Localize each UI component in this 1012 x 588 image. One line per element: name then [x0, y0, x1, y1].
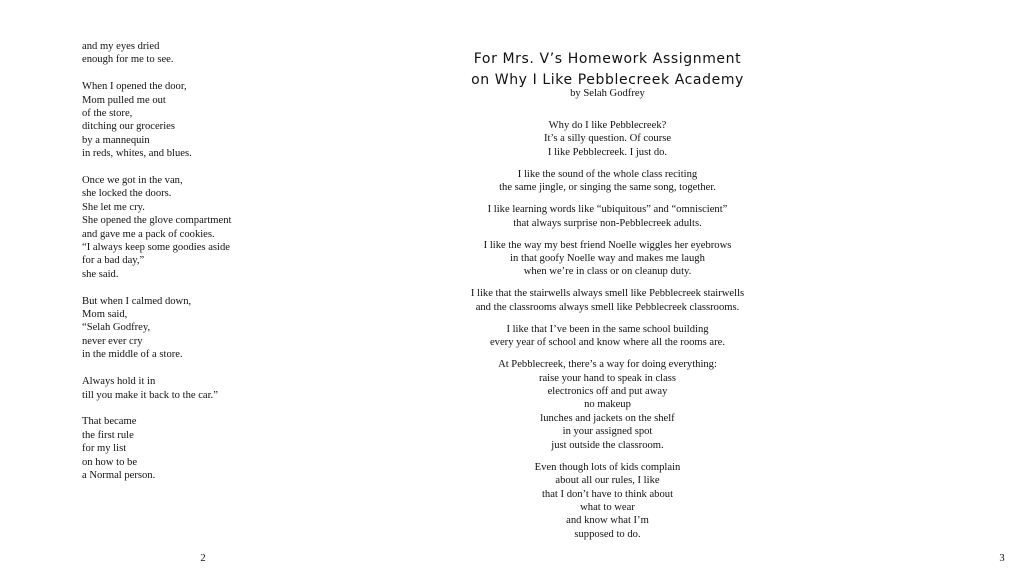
poem-line: on how to be	[82, 456, 138, 468]
poem-stanza	[82, 415, 231, 482]
poem-line: Mom pulled me out	[82, 94, 166, 106]
poem-stanza	[405, 461, 810, 541]
poem-line: At Pebblecreek, there’s a way for doing everything:	[498, 359, 717, 371]
poem-stanza	[82, 80, 231, 160]
poem-line: what to wear	[580, 501, 635, 513]
poem-line: electronics off and put away	[547, 386, 668, 398]
poem-line: Even though lots of kids complain	[534, 461, 681, 473]
right-page	[405, 0, 1005, 588]
poem-line: I like learning words like “ubiquitous” and “omniscient”	[487, 204, 728, 216]
poem-stanza	[405, 287, 810, 314]
poem-line: lunches and jackets on the shelf	[540, 412, 675, 424]
poem-line: When I opened the door,	[82, 81, 187, 93]
poem-line: for my list	[82, 443, 127, 455]
poem-line: It’s a silly question. Of course	[543, 133, 672, 145]
poem-stanza	[405, 239, 810, 279]
poem-stanza	[405, 203, 810, 230]
poem-line: for a bad day,”	[82, 255, 145, 267]
poem-line: and know what I’m	[566, 515, 649, 527]
poem-line: She opened the glove compartment	[82, 215, 232, 227]
chapter-title-line: on Why I Like Pebblecreek Academy	[471, 72, 744, 89]
poem-line: by a mannequin	[82, 134, 150, 146]
poem-stanza	[405, 323, 810, 350]
chapter-title	[405, 49, 810, 91]
poem-line: till you make it back to the car.”	[82, 389, 218, 401]
poem-line: I like that I’ve been in the same school building	[506, 323, 709, 335]
page-number: 2	[200, 553, 206, 564]
poem-line: She let me cry.	[82, 201, 145, 213]
poem-line: Always hold it in	[82, 376, 156, 388]
left-page	[0, 0, 405, 588]
poem-line: ditching our groceries	[82, 121, 175, 133]
poem-line: that I don’t have to think about	[541, 488, 674, 500]
poem-line: and my eyes dried	[82, 41, 160, 52]
poem-stanza	[405, 358, 810, 452]
poem-line: a Normal person.	[82, 469, 156, 481]
left-poem-text	[82, 40, 231, 496]
poem-line: raise your hand to speak in class	[538, 372, 677, 384]
poem-line: Once we got in the van,	[82, 175, 183, 187]
poem-line: that always surprise non-Pebblecreek adults.	[513, 217, 702, 229]
poem-line: Why do I like Pebblecreek?	[548, 120, 667, 131]
poem-line: the first rule	[82, 429, 134, 441]
byline: by Selah Godfrey	[570, 88, 645, 99]
poem-line: just outside the classroom.	[551, 439, 664, 451]
poem-line: no makeup	[584, 399, 631, 411]
page-number: 3	[999, 553, 1005, 564]
poem-line: about all our rules, I like	[555, 475, 660, 487]
poem-line: That became	[82, 416, 137, 428]
poem-line: of the store,	[82, 108, 133, 120]
poem-line: she said.	[82, 268, 119, 280]
poem-line: enough for me to see.	[82, 54, 174, 66]
poem-line: and the classrooms always smell like Pebblecreek classrooms.	[475, 301, 740, 313]
poem-line: in that goofy Noelle way and makes me laugh	[510, 253, 705, 265]
poem-line: the same jingle, or singing the same song, together.	[499, 182, 716, 194]
poem-line: Mom said,	[82, 309, 128, 321]
poem-line: I like the sound of the whole class reciting	[517, 168, 698, 180]
poem-line: “I always keep some goodies aside	[82, 242, 230, 254]
right-poem-text	[405, 119, 810, 550]
poem-line: in your assigned spot	[562, 426, 653, 438]
poem-line: I like that the stairwells always smell like Pebblecreek stairwells	[470, 288, 745, 300]
poem-line: when we’re in class or on cleanup duty.	[523, 266, 692, 278]
poem-line: every year of school and know where all the rooms are.	[489, 337, 726, 349]
poem-stanza	[405, 168, 810, 195]
poem-line: But when I calmed down,	[82, 295, 192, 307]
poem-line: in reds, whites, and blues.	[82, 148, 192, 160]
poem-line: and gave me a pack of cookies.	[82, 228, 215, 240]
chapter-title-line: For Mrs. V’s Homework Assignment	[473, 51, 742, 68]
poem-line: in the middle of a store.	[82, 349, 183, 361]
poem-line: “Selah Godfrey,	[82, 322, 151, 334]
poem-stanza	[82, 375, 231, 402]
poem-line: she locked the doors.	[82, 188, 172, 200]
poem-stanza	[82, 295, 231, 362]
poem-stanza	[82, 174, 231, 281]
poem-stanza	[82, 40, 231, 67]
poem-line: I like Pebblecreek. I just do.	[547, 146, 668, 158]
poem-stanza	[405, 119, 810, 159]
poem-line: supposed to do.	[574, 528, 641, 540]
poem-line: I like the way my best friend Noelle wiggles her eyebrows	[483, 239, 732, 251]
poem-line: never ever cry	[82, 335, 143, 347]
